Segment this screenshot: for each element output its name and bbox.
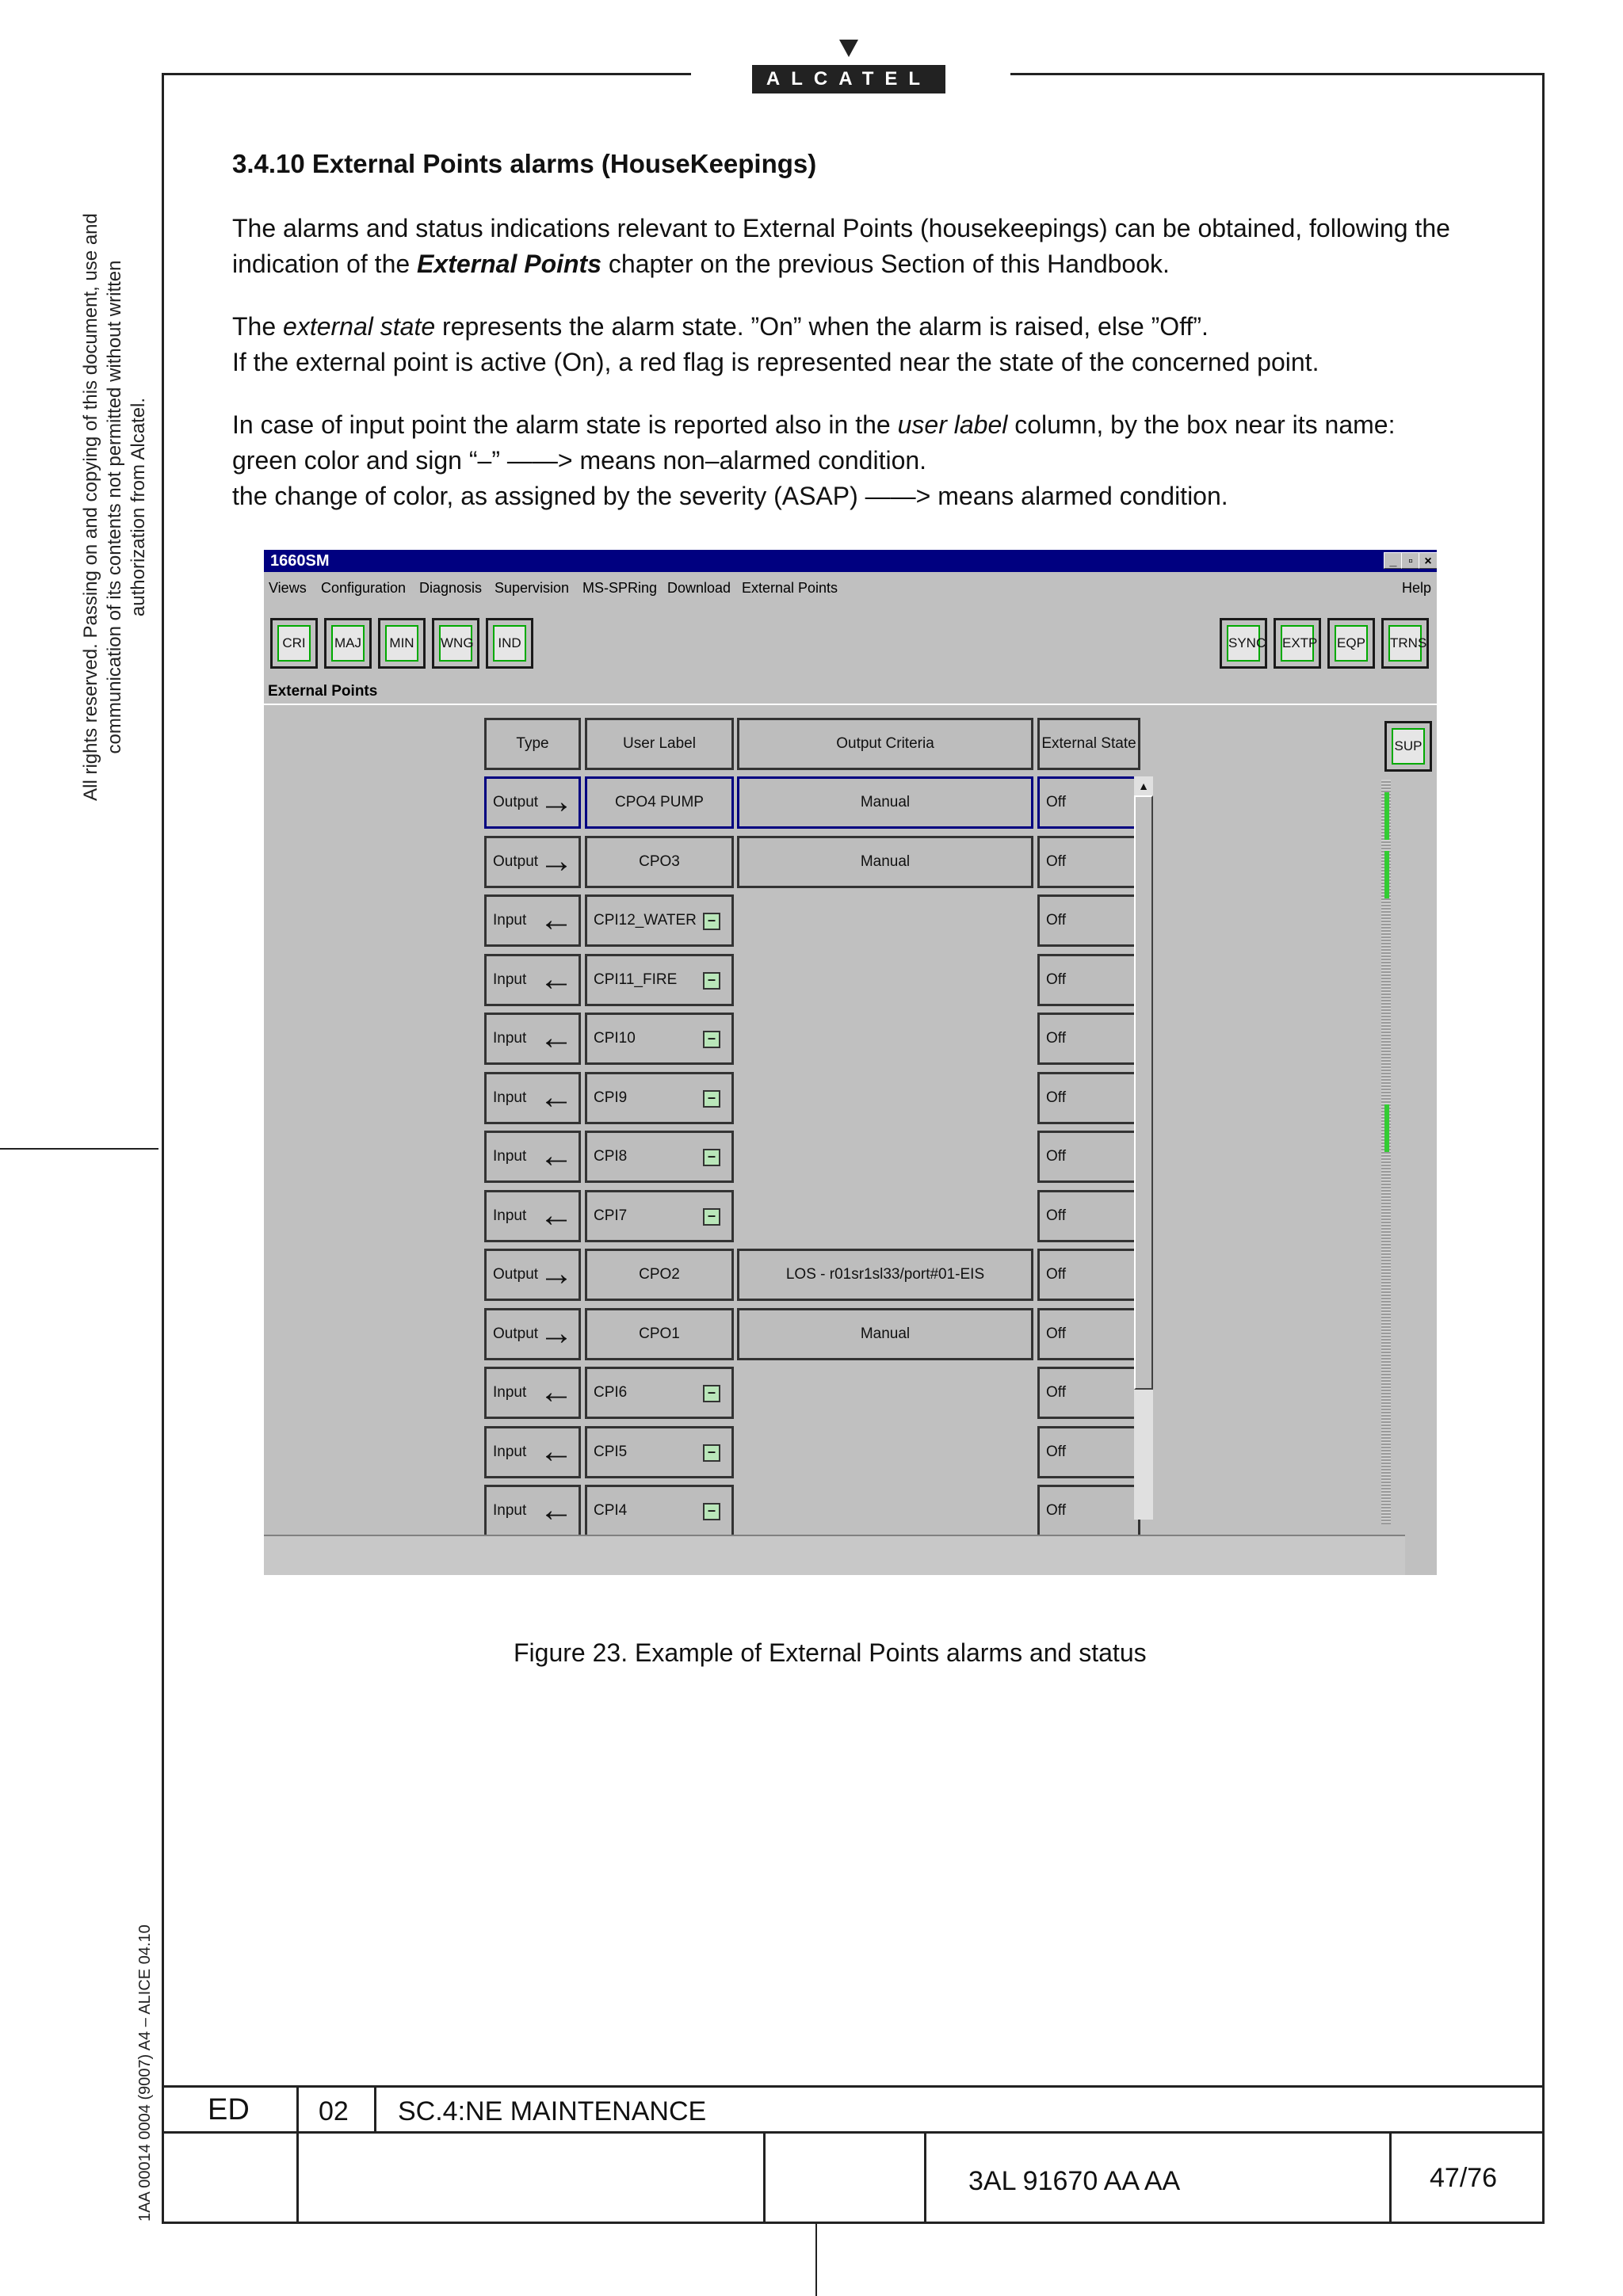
row-type-label: Input	[493, 1030, 527, 1047]
toolbar-button-min[interactable]	[378, 618, 426, 669]
row-type-label: Input	[493, 1148, 527, 1165]
row-external-state[interactable]: Off	[1037, 1190, 1140, 1242]
row-type-label: Input	[493, 1502, 527, 1519]
footer-page-number: 47/76	[1430, 2163, 1498, 2193]
toolbar-button-sync[interactable]	[1220, 618, 1267, 669]
logo-arrow-icon	[839, 40, 858, 57]
row-type-label: Input	[493, 1444, 527, 1460]
page-frame-bottom	[162, 2222, 1545, 2224]
row-type-cell[interactable]	[484, 1485, 581, 1537]
row-type-cell[interactable]	[484, 1072, 581, 1124]
minimize-button[interactable]: _	[1384, 552, 1403, 569]
row-external-state[interactable]: Off	[1037, 894, 1140, 947]
form-code: 1AA 00014 0004 (9007) A4 – ALICE 04.10	[136, 1924, 154, 2222]
arrow-left-icon: ←	[539, 900, 574, 939]
row-user-label-cell[interactable]	[585, 776, 734, 829]
menu-bar	[264, 572, 1437, 604]
menu-ms-spring[interactable]: MS-SPRing	[582, 580, 658, 596]
arrow-left-icon: ←	[539, 1196, 574, 1234]
row-external-state[interactable]: Off	[1037, 1308, 1140, 1360]
sup-button[interactable]	[1384, 721, 1432, 772]
row-type-cell[interactable]	[484, 836, 581, 888]
row-type-label: Input	[493, 971, 527, 988]
row-user-label-cell[interactable]	[585, 1367, 734, 1419]
row-user-label: CPI8	[594, 1148, 628, 1165]
header-output-criteria[interactable]: Output Criteria	[737, 718, 1033, 770]
row-user-label: CPI9	[594, 1089, 628, 1106]
alarm-flag-icon: –	[703, 1503, 720, 1520]
sup-button-label: SUP	[1392, 728, 1425, 765]
footer-divider	[763, 2131, 766, 2223]
row-user-label: CPI11_FIRE	[594, 971, 678, 988]
row-type-label: Output	[493, 1325, 539, 1342]
arrow-left-icon: ←	[539, 1136, 574, 1175]
row-external-state[interactable]: Off	[1037, 1013, 1140, 1065]
footer-section: SC.4:NE MAINTENANCE	[398, 2096, 707, 2126]
toolbar-button-label: MIN	[385, 625, 418, 662]
row-type-label: Input	[493, 1089, 527, 1106]
alcatel-logo: ALCATEL	[752, 65, 945, 93]
alarm-flag-icon: –	[703, 1031, 720, 1048]
menu-views[interactable]: Views	[269, 580, 307, 596]
arrow-left-icon: ←	[539, 1490, 574, 1529]
row-user-label-cell[interactable]	[585, 954, 734, 1006]
toolbar-button-eqp[interactable]	[1327, 618, 1375, 669]
row-type-cell[interactable]	[484, 776, 581, 829]
toolbar-button-wng[interactable]	[432, 618, 479, 669]
row-user-label-cell[interactable]	[585, 1426, 734, 1478]
toolbar-button-label: EQP	[1335, 625, 1368, 662]
side-indicator	[1384, 792, 1389, 840]
row-type-label: Output	[493, 794, 539, 810]
footer-rule	[162, 2085, 1545, 2088]
alarm-flag-icon: –	[703, 1444, 720, 1462]
row-output-criteria[interactable]: Manual	[737, 776, 1033, 829]
footer-ed-value: 02	[319, 2096, 349, 2126]
row-type-cell[interactable]	[484, 894, 581, 947]
row-user-label-cell[interactable]	[585, 836, 734, 888]
side-indicator	[1384, 851, 1389, 898]
row-external-state[interactable]: Off	[1037, 1131, 1140, 1183]
row-type-label: Output	[493, 853, 539, 870]
toolbar-button-label: IND	[493, 625, 526, 662]
row-user-label: CPO3	[639, 853, 680, 870]
row-external-state[interactable]: Off	[1037, 776, 1140, 829]
row-external-state[interactable]: Off	[1037, 1249, 1140, 1301]
arrow-right-icon: →	[539, 841, 574, 880]
scroll-up-icon[interactable]: ▲	[1138, 780, 1149, 792]
footer-doc-code: 3AL 91670 AA AA	[968, 2166, 1181, 2196]
row-type-cell[interactable]	[484, 954, 581, 1006]
row-user-label: CPI10	[594, 1030, 636, 1047]
row-external-state[interactable]: Off	[1037, 836, 1140, 888]
toolbar-button-label: WNG	[439, 625, 472, 662]
menu-help[interactable]: Help	[1402, 580, 1432, 596]
footer-rule	[162, 2131, 1545, 2134]
status-bar	[264, 1535, 1405, 1575]
page-frame-top-right	[1010, 73, 1545, 75]
arrow-right-icon: →	[539, 1254, 574, 1293]
row-type-label: Input	[493, 912, 527, 929]
row-user-label-cell[interactable]	[585, 1131, 734, 1183]
arrow-left-icon: ←	[539, 1432, 574, 1470]
row-output-criteria[interactable]: Manual	[737, 1308, 1033, 1360]
row-user-label-cell[interactable]	[585, 1308, 734, 1360]
row-type-cell[interactable]	[484, 1249, 581, 1301]
alarm-flag-icon: –	[703, 1385, 720, 1402]
row-user-label-cell[interactable]	[585, 1072, 734, 1124]
footer-divider	[374, 2085, 376, 2133]
row-type-cell[interactable]	[484, 1426, 581, 1478]
bottom-fold-mark	[815, 2224, 817, 2296]
row-type-label: Input	[493, 1384, 527, 1401]
row-type-label: Input	[493, 1207, 527, 1224]
scrollbar-thumb[interactable]	[1134, 795, 1153, 1390]
page-frame-top-left	[162, 73, 691, 75]
row-user-label: CPI5	[594, 1444, 628, 1460]
row-user-label-cell[interactable]	[585, 1190, 734, 1242]
arrow-left-icon: ←	[539, 1372, 574, 1411]
page-frame-right	[1542, 73, 1545, 2224]
row-external-state[interactable]: Off	[1037, 954, 1140, 1006]
footer-divider	[924, 2131, 926, 2223]
row-user-label: CPI4	[594, 1502, 628, 1519]
section-heading: 3.4.10 External Points alarms (HouseKeepings)	[232, 149, 817, 178]
row-user-label: CPI7	[594, 1207, 628, 1224]
header-external-state[interactable]: External State	[1037, 718, 1140, 770]
maximize-button[interactable]: ▫	[1401, 552, 1420, 569]
menu-supervision[interactable]: Supervision	[495, 580, 570, 596]
menu-configuration[interactable]: Configuration	[321, 580, 407, 596]
figure-caption: Figure 23. Example of External Points alarms and status	[514, 1638, 1147, 1667]
pane-label: External Points	[268, 683, 378, 700]
row-output-criteria[interactable]: LOS - r01sr1sl33/port#01-EIS	[737, 1249, 1033, 1301]
row-type-cell[interactable]	[484, 1131, 581, 1183]
menu-download[interactable]: Download	[667, 580, 731, 596]
row-user-label-cell[interactable]	[585, 1249, 734, 1301]
row-external-state[interactable]: Off	[1037, 1426, 1140, 1478]
alarm-flag-icon: –	[703, 913, 720, 930]
row-user-label-cell[interactable]	[585, 1013, 734, 1065]
row-type-label: Output	[493, 1266, 539, 1283]
footer-divider	[296, 2085, 299, 2223]
row-type-cell[interactable]	[484, 1367, 581, 1419]
row-user-label: CPI12_WATER	[594, 912, 697, 929]
arrow-left-icon: ←	[539, 1077, 574, 1116]
toolbar-button-label: SYNC	[1227, 625, 1260, 662]
header-type[interactable]: Type	[484, 718, 581, 770]
row-type-cell[interactable]	[484, 1308, 581, 1360]
row-external-state[interactable]: Off	[1037, 1485, 1140, 1537]
footer-divider	[1389, 2131, 1392, 2223]
toolbar-button-maj[interactable]	[324, 618, 372, 669]
arrow-left-icon: ←	[539, 1018, 574, 1057]
toolbar-button-label: EXTP	[1281, 625, 1314, 662]
toolbar-button-extp[interactable]	[1274, 618, 1321, 669]
row-type-cell[interactable]	[484, 1013, 581, 1065]
row-user-label-cell[interactable]	[585, 894, 734, 947]
arrow-right-icon: →	[539, 1314, 574, 1352]
title-bar	[264, 550, 1437, 572]
toolbar-button-label: MAJ	[331, 625, 365, 662]
row-output-criteria[interactable]: Manual	[737, 836, 1033, 888]
app-window	[264, 550, 1437, 1575]
toolbar-button-cri[interactable]	[270, 618, 318, 669]
paragraph-2: The external state represents the alarm state. ”On” when the alarm is raised, else ”Off”. If the external point is active (On), a red flag is represented near the state of the concerned point.	[232, 312, 1319, 376]
toolbar-button-label: CRI	[277, 625, 311, 662]
alarm-flag-icon: –	[703, 972, 720, 990]
row-user-label: CPI6	[594, 1384, 628, 1401]
side-indicator	[1384, 1104, 1389, 1152]
toolbar-button-label: TRNS	[1388, 625, 1422, 662]
row-external-state[interactable]: Off	[1037, 1072, 1140, 1124]
alarm-flag-icon: –	[703, 1208, 720, 1226]
row-user-label: CPO4 PUMP	[615, 794, 704, 810]
arrow-right-icon: →	[539, 782, 574, 821]
side-fold-mark	[0, 1148, 158, 1150]
row-user-label: CPO2	[639, 1266, 680, 1283]
grid-background	[264, 705, 1437, 1529]
toolbar-button-ind[interactable]	[486, 618, 533, 669]
alarm-flag-icon: –	[703, 1149, 720, 1166]
close-button[interactable]: ×	[1419, 552, 1437, 569]
menu-diagnosis[interactable]: Diagnosis	[419, 580, 483, 596]
paragraph-1: The alarms and status indications relevant to External Points (housekeepings) can be obtained, following the indication of the External Points chapter on the previous Section of this Handbook.	[232, 214, 1450, 278]
menu-external-points[interactable]: External Points	[742, 580, 838, 596]
page-frame-left	[162, 73, 164, 2224]
arrow-left-icon: ←	[539, 959, 574, 998]
row-user-label-cell[interactable]	[585, 1485, 734, 1537]
row-external-state[interactable]: Off	[1037, 1367, 1140, 1419]
rights-notice: All rights reserved. Passing on and copying of this document, use and communication of its contents not permitted without written authorization from Alcatel.	[80, 213, 149, 801]
alarm-flag-icon: –	[703, 1090, 720, 1108]
header-user-label[interactable]: User Label	[585, 718, 734, 770]
row-type-cell[interactable]	[484, 1190, 581, 1242]
footer-ed-label: ED	[208, 2093, 250, 2126]
paragraph-3: In case of input point the alarm state is reported also in the user label column, by the box near its name: green color and sign “–” ——> means non–alarmed condition. the change of color, as assigned by the severity (ASAP) ——> means alarmed condition.	[232, 410, 1396, 510]
row-user-label: CPO1	[639, 1325, 680, 1342]
toolbar-button-trns[interactable]	[1381, 618, 1429, 669]
window-title: 1660SM	[270, 552, 330, 570]
